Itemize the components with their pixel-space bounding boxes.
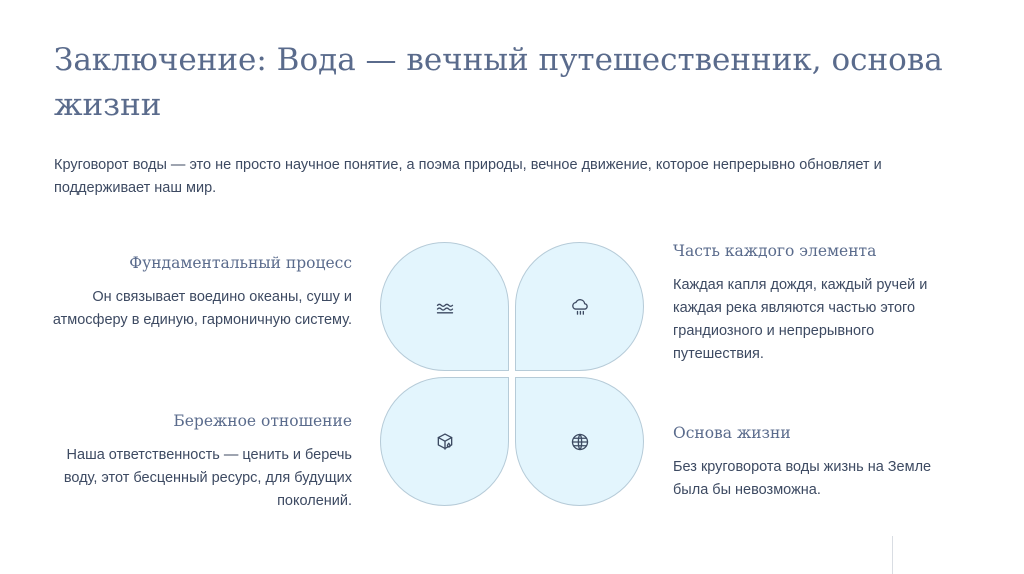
waves-icon — [435, 297, 455, 317]
petal-top-left — [380, 242, 509, 371]
block-fundamental-process — [52, 252, 352, 332]
block-basis-of-life — [673, 422, 963, 502]
block-text: Без круговорота воды жизнь на Земле была бы невозможна. — [673, 459, 932, 498]
block-heading: Бережное отношение — [173, 412, 352, 430]
petal-top-right — [515, 242, 644, 371]
block-text: Он связывает воедино океаны, сушу и атмосферу в единую, гармоничную систему. — [52, 289, 352, 328]
petal-bottom-left — [380, 377, 509, 506]
block-heading: Часть каждого элемента — [673, 242, 877, 260]
block-heading: Фундаментальный процесс — [129, 254, 352, 272]
package-drop-icon — [435, 432, 455, 452]
block-heading: Основа жизни — [673, 424, 791, 442]
block-text: Наша ответственность — ценить и беречь воду, этот бесценный ресурс, для будущих поколений. — [63, 447, 352, 509]
petal-bottom-right — [515, 377, 644, 506]
intro-text: Круговорот воды — это не просто научное понятие, а поэма природы, вечное движение, которое непрерывно обновляет и поддерживает наш мир. — [54, 157, 882, 196]
page-title: Заключение: Вода — вечный путешественник, основа жизни — [54, 42, 943, 123]
block-text: Каждая капля дождя, каждый ручей и каждая река являются частью этого грандиозного и непрерывного путешествия. — [673, 277, 928, 362]
divider-line — [892, 536, 893, 574]
block-part-of-every-element — [673, 240, 963, 366]
cloud-rain-icon — [570, 297, 590, 317]
globe-icon — [570, 432, 590, 452]
block-careful-attitude — [52, 410, 352, 513]
